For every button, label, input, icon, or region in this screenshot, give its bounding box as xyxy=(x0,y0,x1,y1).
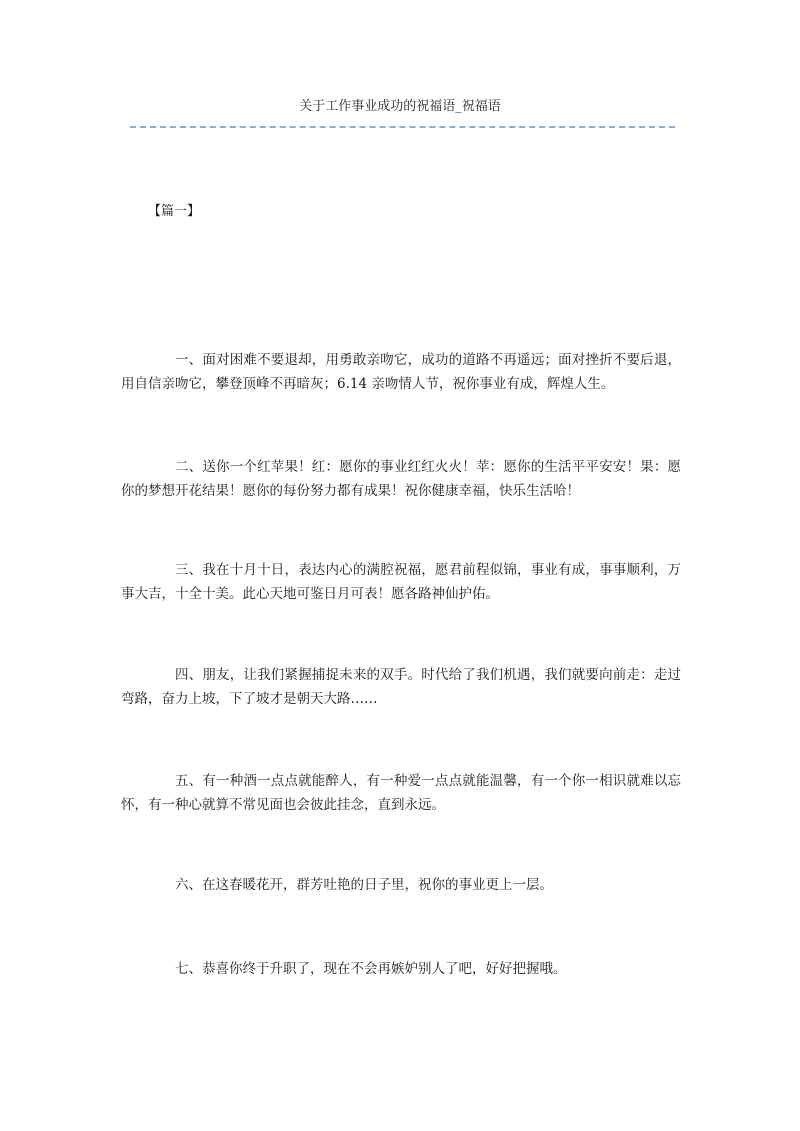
paragraph-1: 一、面对困难不要退却，用勇敢亲吻它，成功的道路不再遥远；面对挫折不要后退，用自信亲吻它，攀登顶峰不再暗灰；6.14 亲吻情人节，祝你事业有成，辉煌人生。 xyxy=(121,352,681,392)
page-title: 关于工作事业成功的祝福语_祝福语 xyxy=(299,99,501,114)
paragraph-4: 四、朋友，让我们紧握捕捉未来的双手。时代给了我们机遇，我们就要向前走：走过弯路，奋力上坡，下了坡才是朝天大路…… xyxy=(121,667,681,707)
paragraph-7: 七、恭喜你终于升职了，现在不会再嫉妒别人了吧，好好把握哦。 xyxy=(175,961,567,977)
title-divider xyxy=(130,126,675,128)
paragraph-2: 二、送你一个红苹果！红：愿你的事业红红火火！苹：愿你的生活平平安安！果：愿你的梦想开花结果！愿你的每份努力都有成果！祝你健康幸福，快乐生活哈！ xyxy=(121,459,681,499)
paragraph-6: 六、在这春暖花开，群芳吐艳的日子里，祝你的事业更上一层。 xyxy=(175,877,553,893)
paragraph-5: 五、有一种酒一点点就能醉人，有一种爱一点点就能温馨，有一个你一相识就难以忘怀，有一种心就算不常见面也会彼此挂念，直到永远。 xyxy=(121,773,681,813)
paragraph-3: 三、我在十月十日，表达内心的满腔祝福，愿君前程似锦，事业有成，事事顺利，万事大吉，十全十美。此心天地可鉴日月可表！愿各路神仙护佑。 xyxy=(121,562,681,602)
section-label: 【篇一】 xyxy=(148,204,201,219)
